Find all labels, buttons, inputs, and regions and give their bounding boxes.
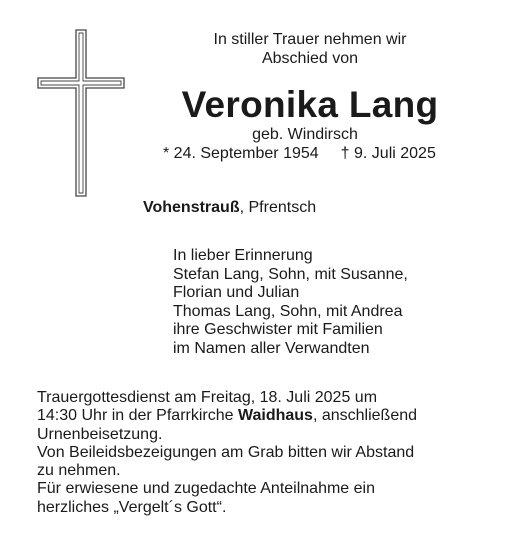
mourner-line: Stefan Lang, Sohn, mit Susanne, <box>173 265 408 283</box>
mourner-line: In lieber Erinnerung <box>173 247 313 264</box>
service-text: , anschließend <box>312 407 418 425</box>
service-line <box>37 407 477 425</box>
church-location: Waidhaus <box>237 407 313 425</box>
residence <box>143 199 316 217</box>
intro-text <box>180 30 440 68</box>
service-line: zu nehmen. <box>37 462 121 480</box>
intro-line: Abschied von <box>261 50 359 67</box>
death-date: † 9. Juli 2025 <box>340 145 436 162</box>
deceased-name: Veronika Lang <box>181 84 439 125</box>
service-line: Trauergottesdienst am Freitag, 18. Juli 2025 um <box>37 389 378 406</box>
born-name: geb. Windirsch <box>252 126 358 143</box>
residence-town: Vohenstrauß <box>143 199 240 216</box>
service-line: Urnenbeisetzung. <box>37 425 163 443</box>
service-line: Für erwiesene und zugedachte Anteilnahme ein <box>37 480 375 498</box>
mourner-line: Florian und Julian <box>173 284 300 302</box>
service-info <box>37 389 477 517</box>
residence-district: , Pfrentsch <box>239 199 317 216</box>
service-line: herzliches „Vergelt´s Gott“. <box>37 498 227 516</box>
life-dates <box>163 145 463 163</box>
service-line: Von Beileidsbezeigungen am Grab bitten wir Abstand <box>37 443 415 461</box>
mourners-list <box>173 247 408 359</box>
intro-line: In stiller Trauer nehmen wir <box>213 31 407 48</box>
mourner-line: Thomas Lang, Sohn, mit Andrea <box>173 302 403 320</box>
birth-date: * 24. September 1954 <box>163 145 319 162</box>
mourner-line: ihre Geschwister mit Familien <box>173 321 383 339</box>
mourner-line: im Namen aller Verwandten <box>173 339 370 357</box>
cross-icon <box>36 28 126 198</box>
service-text: 14:30 Uhr in der Pfarrkirche <box>37 407 238 425</box>
